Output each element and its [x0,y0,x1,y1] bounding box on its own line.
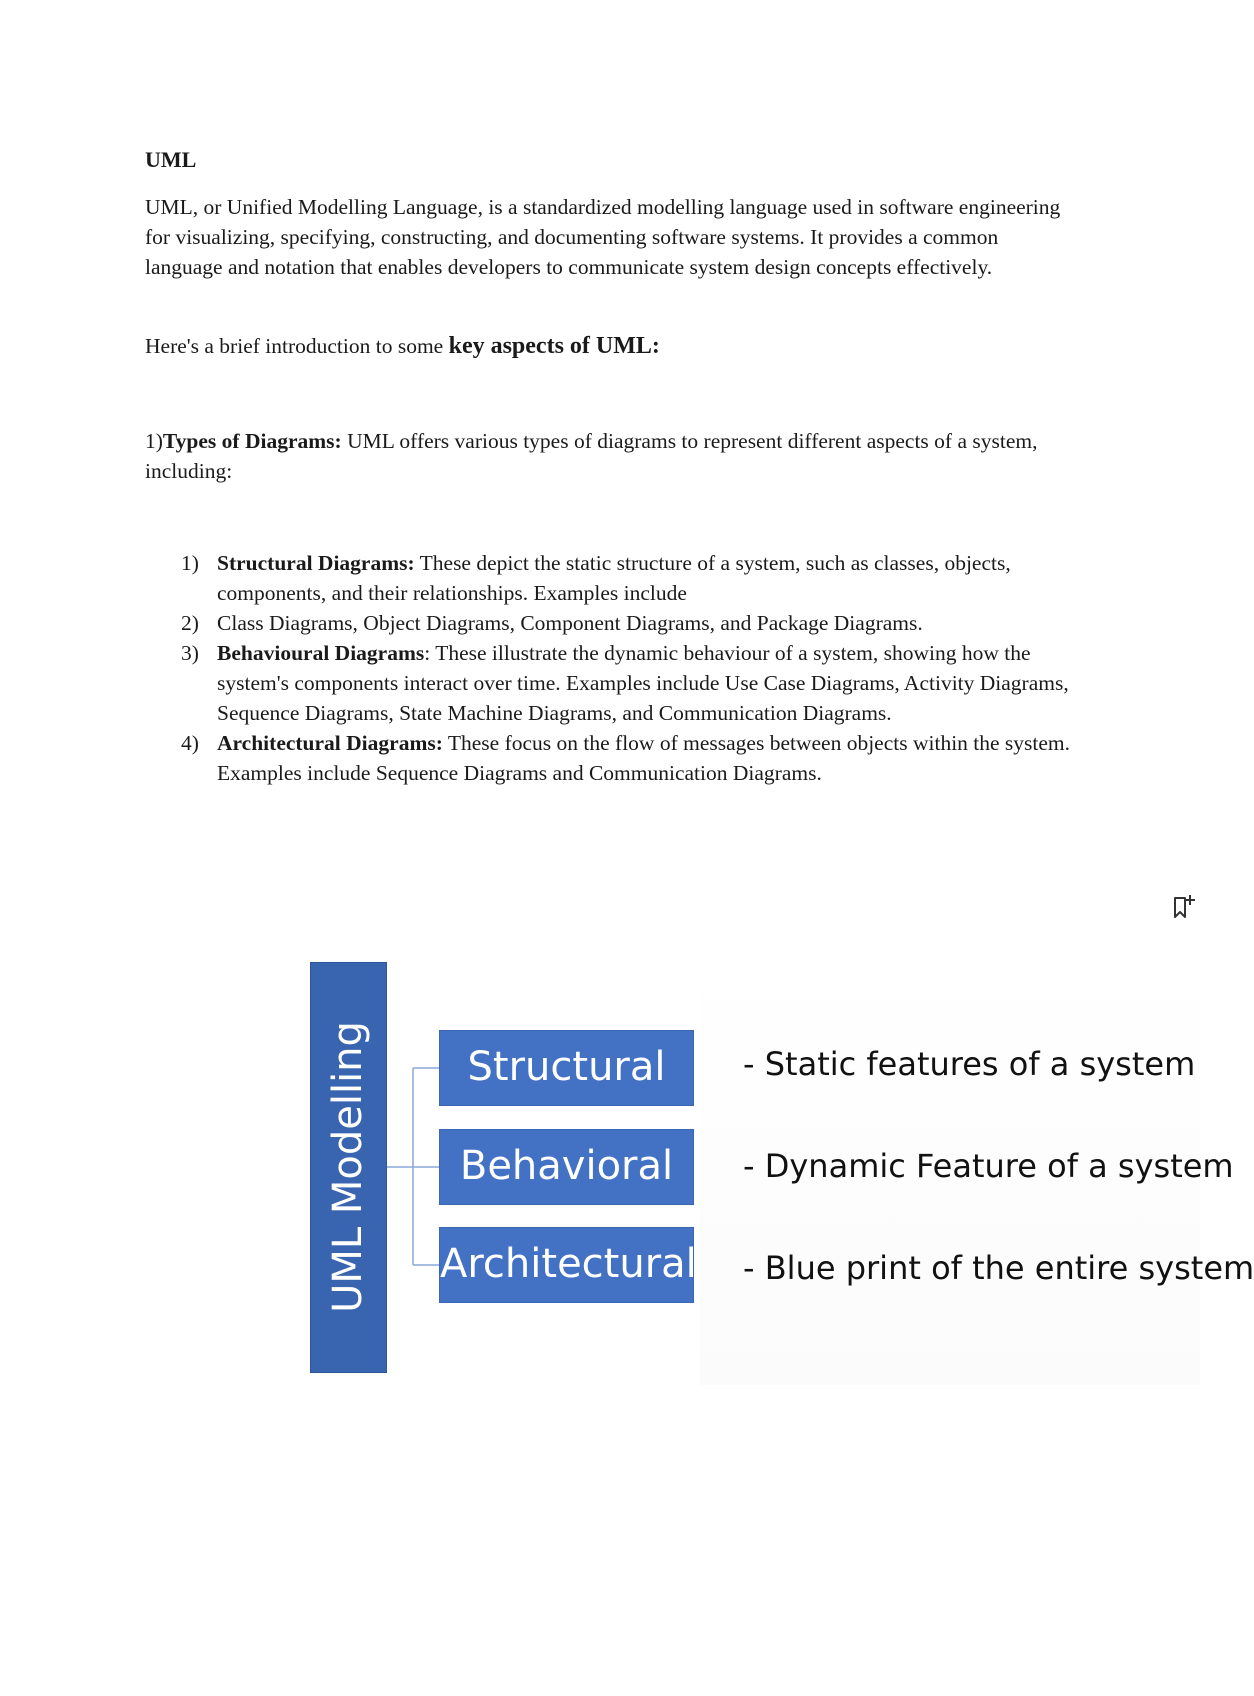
list-item-number: 3) [181,641,199,665]
list-item-number: 1) [181,551,199,575]
types-bold-text: Types of Diagrams: [162,429,342,453]
list-item-text: These focus on the flow of messages between objects within the system. Examples include Sequence Diagrams and Communication Diagrams. [217,731,1071,785]
child-box-structural: Structural [439,1030,694,1106]
types-prefix: 1) [145,429,163,453]
description-behavioral: - Dynamic Feature of a system [743,1147,1234,1185]
list-item-bold: Structural Diagrams: [217,551,415,575]
list-item [145,728,1075,788]
intro-paragraph: UML, or Unified Modelling Language, is a standardized modelling language used in software engineering for visualizing, specifying, constructing, and documenting software systems. It provides a common language and notation that enables developers to communicate system design concepts effectively. [145,195,1061,279]
list-item [145,638,1075,728]
diagram-types-list [145,548,1075,788]
lead-bold-text: key aspects of UML: [448,333,660,359]
list-item-text: Class Diagrams, Object Diagrams, Component Diagrams, and Package Diagrams. [217,611,923,635]
lead-text: Here's a brief introduction to some [145,334,449,358]
list-item-bold: Behavioural Diagrams [217,641,425,665]
types-text: UML offers various types of diagrams to represent different aspects of a system, including: [145,429,1038,483]
description-architectural: - Blue print of the entire system [743,1249,1254,1287]
list-item-number: 4) [181,731,199,755]
document-title: UML [145,147,197,172]
list-item-number: 2) [181,611,199,635]
list-item-bold: Architectural Diagrams: [217,731,443,755]
list-item-text: : These illustrate the dynamic behaviour of a system, showing how the system's components interact over time. Examples include Use Case Diagrams, Activity Diagrams, Sequence Diagrams, State Machine Diagrams, and Communication Diagrams. [217,641,1069,725]
uml-modelling-diagram [288,955,1254,1385]
bookmark-add-icon[interactable] [1172,893,1196,921]
child-box-behavioral: Behavioral [439,1129,694,1205]
list-item [145,548,1075,608]
list-item [145,608,1075,638]
lead-paragraph [145,333,660,360]
child-box-architectural: Architectural [439,1227,694,1303]
root-label: UML Modelling [325,1021,371,1313]
types-paragraph [145,426,1075,486]
list-item-text: These depict the static structure of a system, such as classes, objects, components, and their relationships. Examples include [217,551,1011,605]
description-structural: - Static features of a system [743,1045,1196,1083]
